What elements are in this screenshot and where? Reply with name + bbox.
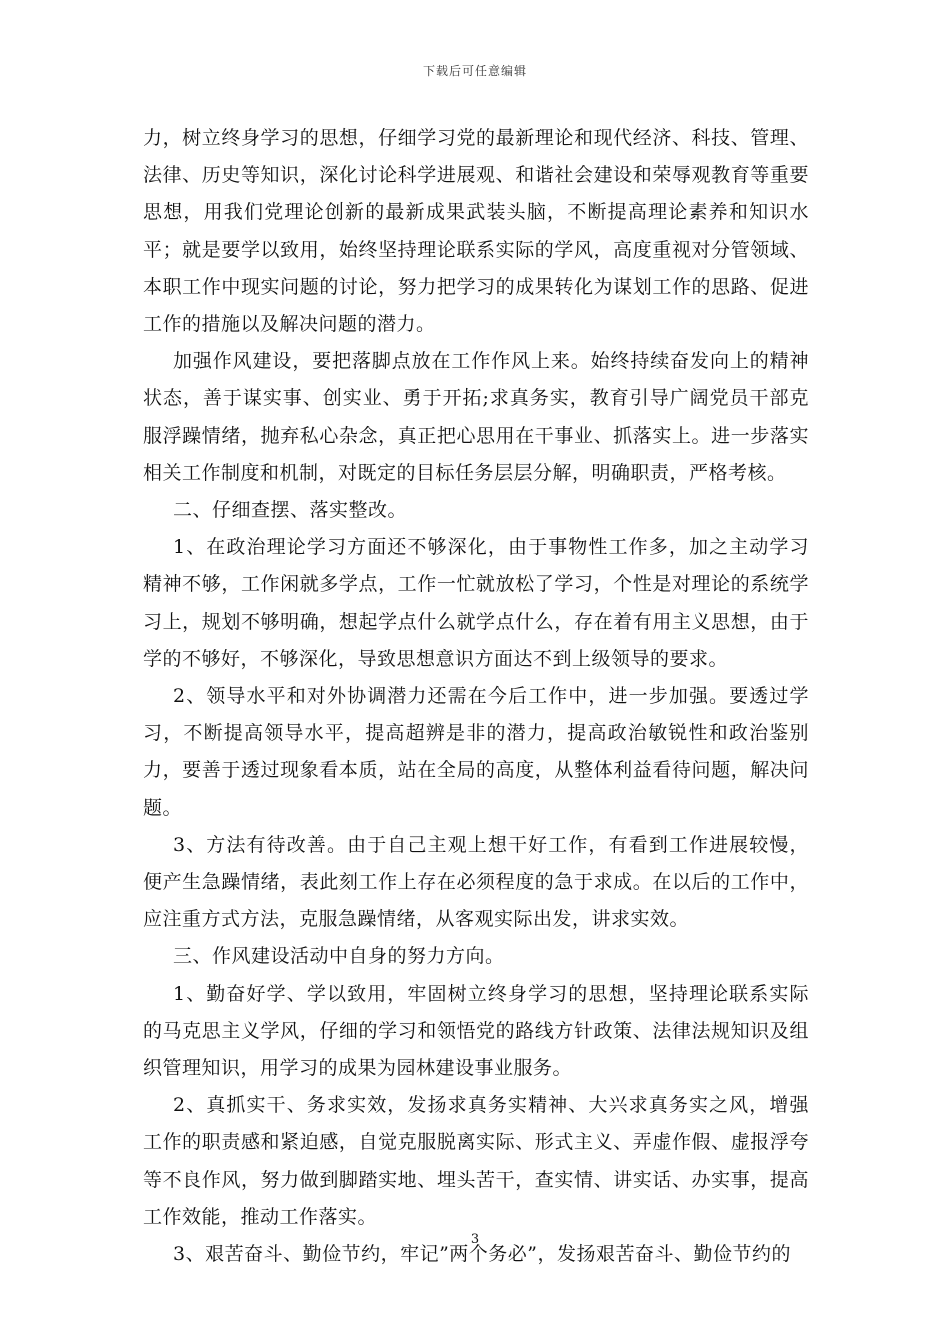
paragraph-direction-3: 3、艰苦奋斗、勤俭节约，牢记”两个务必”，发扬艰苦奋斗、勤俭节约的 bbox=[173, 1243, 792, 1266]
document-body bbox=[143, 120, 809, 1273]
paragraph-direction-2: 2、真抓实干、务求实效，发扬求真务实精神、大兴求真务实之风，增强工作的职责感和紧迫感，自觉克服脱离实际、形式主义、弄虚作假、虚报浮夸等不良作风，努力做到脚踏实地、埋头苦干，查实情、讲实话、办实事，提高工作效能，推动工作落实。 bbox=[143, 1094, 809, 1228]
paragraph-item-2: 2、领导水平和对外协调潜力还需在今后工作中，进一步加强。要透过学习，不断提高领导水平，提高超辨是非的潜力，提高政治敏锐性和政治鉴别力，要善于透过现象看本质，站在全局的高度，从整体利益看待问题，解决问题。 bbox=[143, 685, 809, 819]
paragraph-continuation: 力，树立终身学习的思想，仔细学习党的最新理论和现代经济、科技、管理、法律、历史等知识，深化讨论科学进展观、和谐社会建设和荣辱观教育等重要思想，用我们党理论创新的最新成果武装头脑，不断提高理论素养和知识水平；就是要学以致用，始终坚持理论联系实际的学风，高度重视对分管领域、本职工作中现实问题的讨论，努力把学习的成果转化为谋划工作的思路、促进工作的措施以及解决问题的潜力。 bbox=[143, 127, 809, 336]
paragraph-direction-1: 1、勤奋好学、学以致用，牢固树立终身学习的思想，坚持理论联系实际的马克思主义学风，仔细的学习和领悟党的路线方针政策、法律法规知识及组织管理知识，用学习的成果为园林建设事业服务。 bbox=[143, 982, 809, 1080]
paragraph-work-style: 加强作风建设，要把落脚点放在工作作风上来。始终持续奋发向上的精神状态，善于谋实事、创实业、勇于开拓;求真务实，教育引导广阔党员干部克服浮躁情绪，抛弃私心杂念，真正把心思用在干事业、抓落实上。进一步落实相关工作制度和机制，对既定的目标任务层层分解，明确职责，严格考核。 bbox=[143, 350, 809, 484]
page-header: 下载后可任意编辑 bbox=[422, 64, 527, 78]
paragraph-item-3: 3、方法有待改善。由于自己主观上想干好工作，有看到工作进展较慢，便产生急躁情绪，表此刻工作上存在必须程度的急于求成。在以后的工作中，应注重方式方法，克服急躁情绪，从客观实际出发，讲求实效。 bbox=[143, 833, 809, 931]
section-heading-three: 三、作风建设活动中自身的努力方向。 bbox=[173, 945, 505, 968]
page-number: 3 bbox=[470, 1232, 480, 1247]
paragraph-item-1: 1、在政治理论学习方面还不够深化，由于事物性工作多，加之主动学习精神不够，工作闲就多学点，工作一忙就放松了学习，个性是对理论的系统学习上，规划不够明确，想起学点什么就学点什么，存在着有用主义思想，由于学的不够好，不够深化，导致思想意识方面达不到上级领导的要求。 bbox=[143, 536, 809, 670]
section-heading-two: 二、仔细查摆、落实整改。 bbox=[173, 499, 408, 522]
